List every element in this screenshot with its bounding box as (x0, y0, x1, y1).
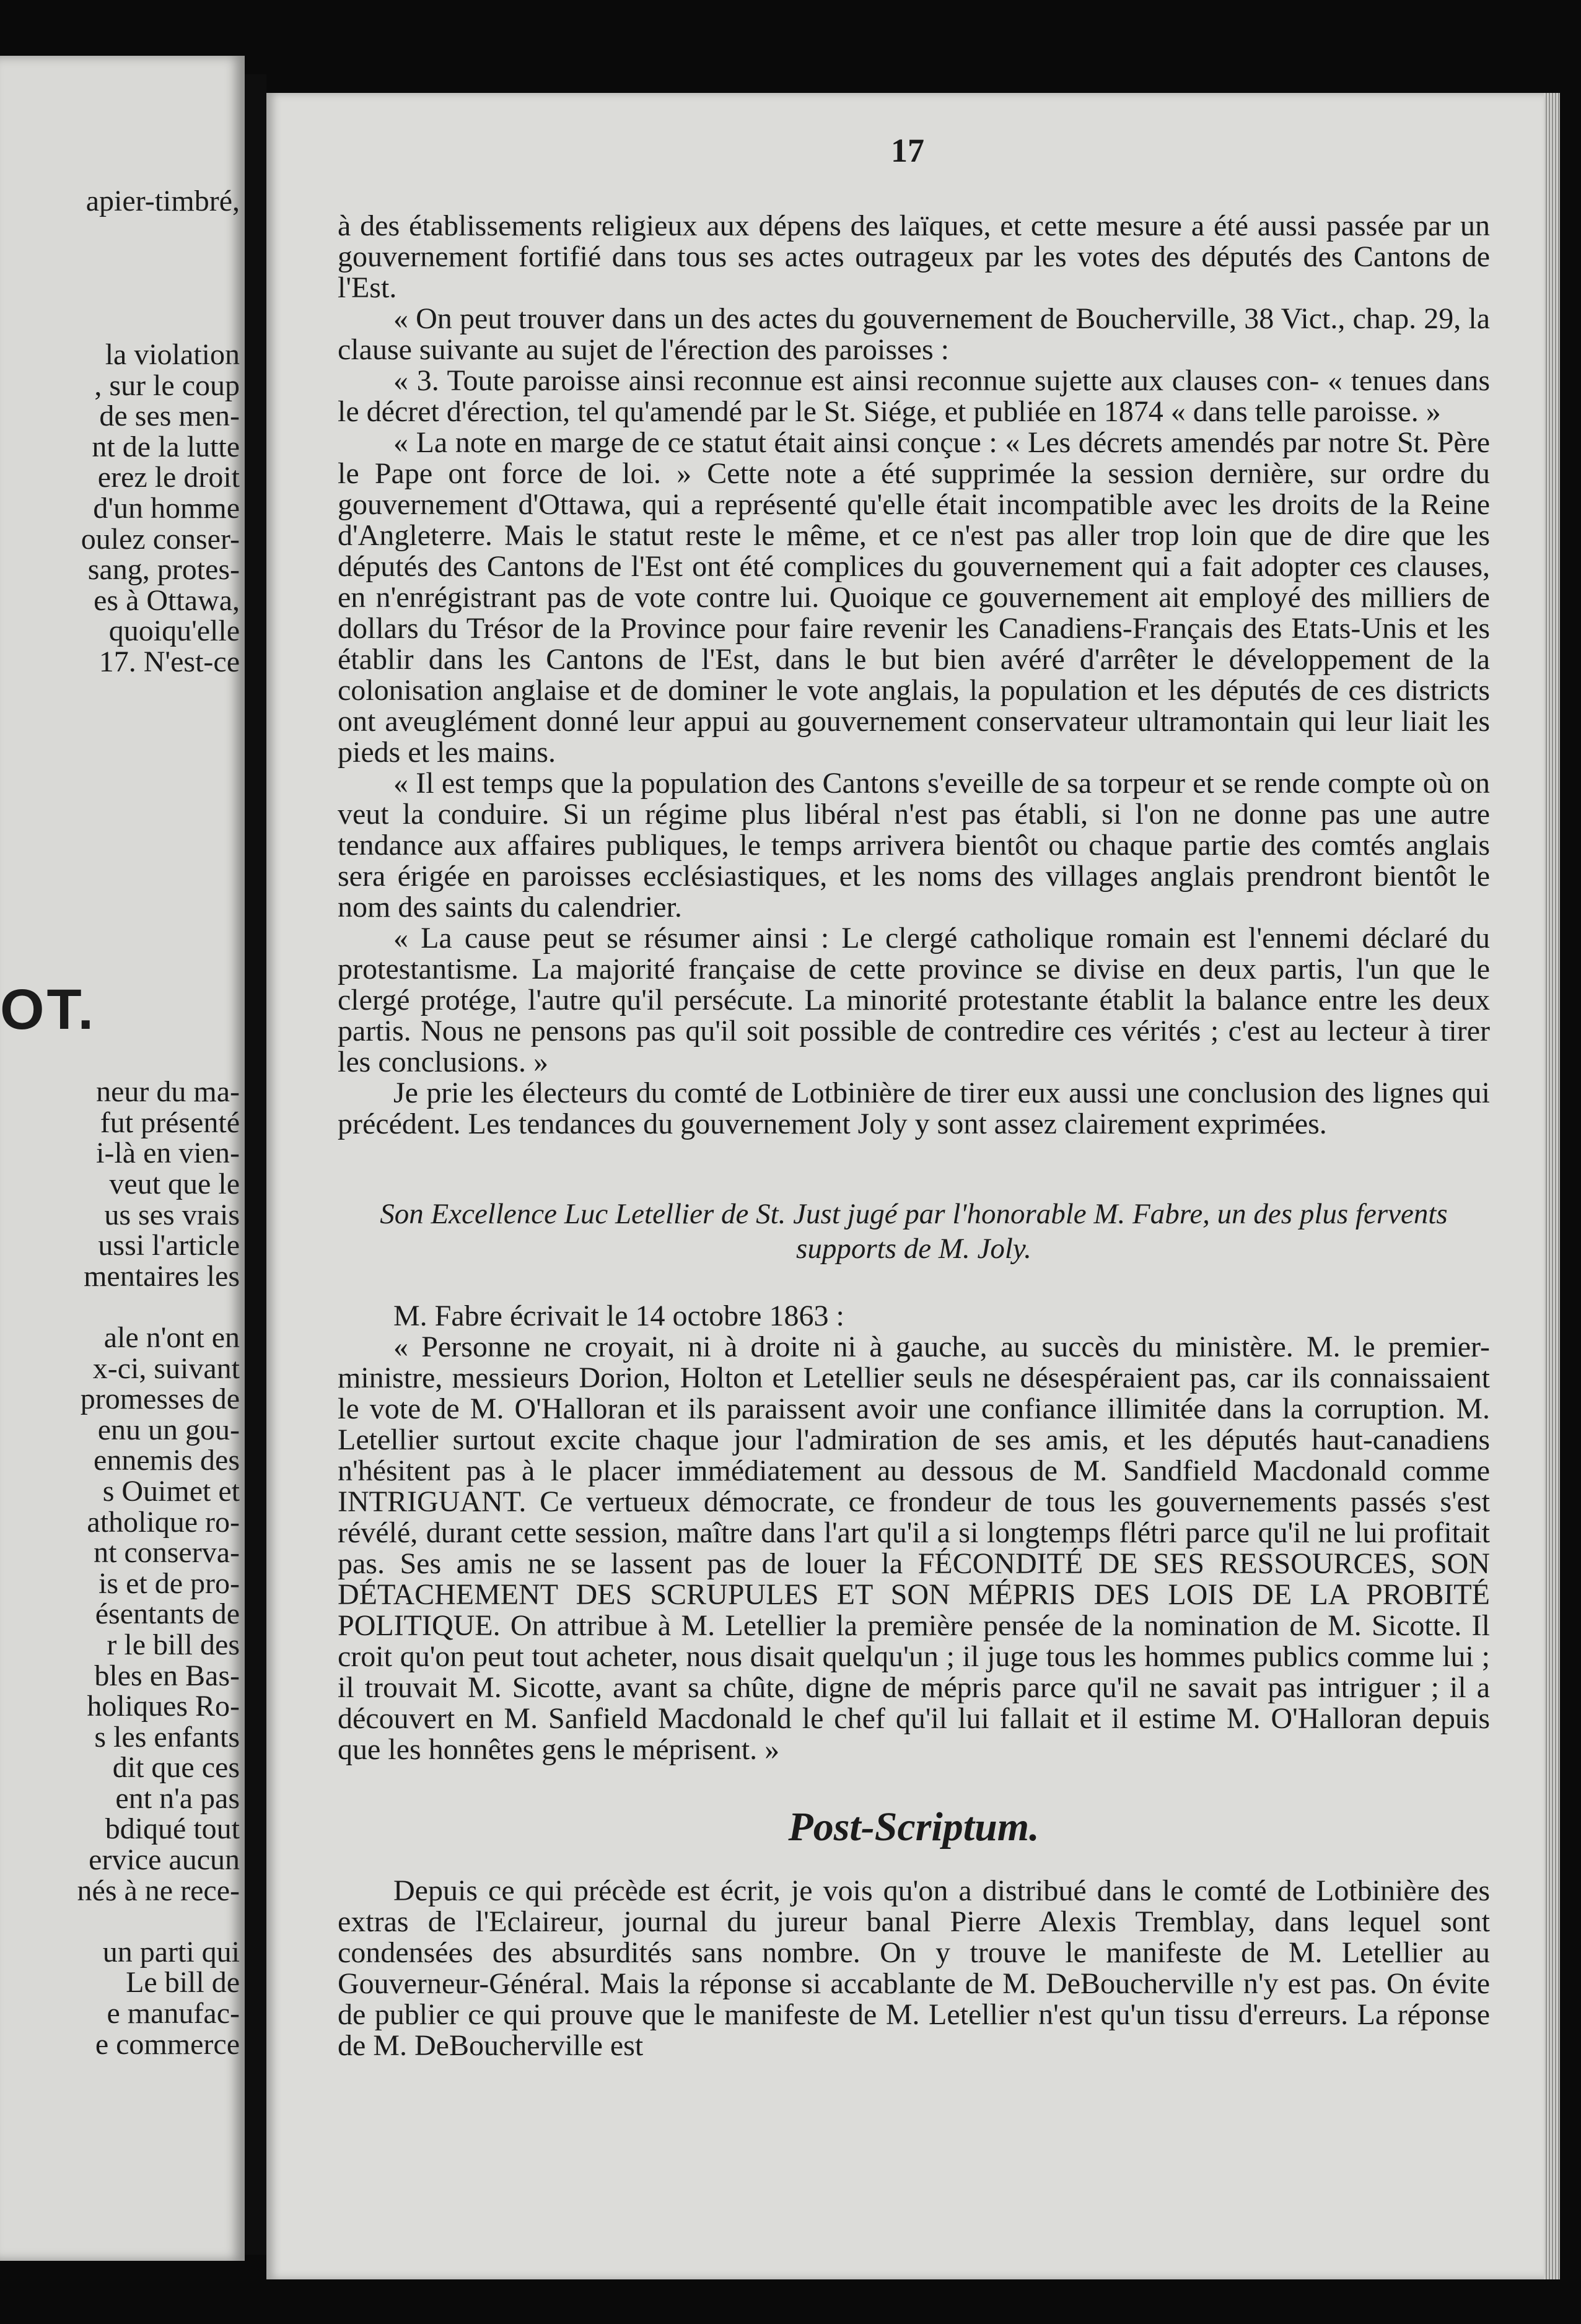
left-page-line: , sur le coup (94, 369, 240, 402)
left-page-line (0, 247, 245, 278)
left-page-heading-fragment: OT. (0, 978, 97, 1041)
left-page-line: e manufac- (107, 1997, 240, 2030)
left-page-line: nés à ne rece- (77, 1874, 240, 1907)
left-page-line: de ses men- (99, 400, 240, 433)
left-page-line: apier-timbré, (85, 185, 240, 217)
left-page-line: sang, protes- (87, 553, 240, 587)
left-page-line: nt conserva- (94, 1536, 240, 1570)
fabre-intro: M. Fabre écrivait le 14 octobre 1863 : (393, 1300, 844, 1332)
left-page-line: es à Ottawa, (94, 583, 240, 617)
left-page-line: promesses de (80, 1383, 240, 1416)
left-page-line: veut que le (109, 1168, 240, 1200)
paragraph-2: « On peut trouver dans un des actes du gouvernement de Boucherville, 38 Vict., chap. 29, la clause suivante au sujet de l'érection des paroisses : (338, 302, 1490, 366)
left-page-line (0, 1906, 245, 1937)
left-page-fragment (0, 56, 245, 2261)
post-scriptum-title: Post-Scriptum. (788, 1804, 1040, 1850)
left-page-line: quoiqu'elle (108, 614, 240, 648)
left-page-line: i-là en vien- (96, 1137, 240, 1170)
left-page-line: fut présenté (100, 1106, 240, 1139)
left-page-line (0, 678, 245, 709)
left-page-line: ale n'ont en (103, 1321, 240, 1354)
left-page-line (0, 278, 245, 309)
left-page-line: r le bill des (107, 1628, 240, 1661)
left-page-line: ésentants de (95, 1597, 240, 1631)
left-page-line: nt de la lutte (92, 430, 240, 463)
left-page-line (0, 800, 245, 831)
left-page-line (0, 862, 245, 893)
paragraph-4: « La note en marge de ce statut était ainsi conçue : « Les décrets amendés par notre St. Père le Pape ont force de loi. » Cette note a été supprimée la session dernière, sur ordre du gouvernement d'Ottawa, qui a représenté qu'elle était incompatible avec les droits de la Reine d'Angleterre. Mais le statut reste le même, et ce n'est pas aller trop loin que de dire que les députés des Cantons de l'Est ont été complices du gouvernement qui a fait adopter ces clauses, en n'enrégistrant pas de vote contre lui. Quoique ce gouvernement ait employé des milliers de dollars du Trésor de la Province pour faire revenir les Canadiens-Français des Etats-Unis et les établir dans les Cantons de l'Est, dans le but bien avéré d'arrêter le développement de la colonisation anglaise et de dominer le vote anglais, la population et les députés de ces districts ont aveuglément donné leur appui au gouvernement conservateur ultramontain qui leur liait les pieds et les mains. (338, 426, 1490, 769)
left-page-line (0, 923, 245, 954)
left-page-line: ervice aucun (89, 1843, 240, 1877)
page-edge (1544, 93, 1560, 2279)
left-page-line: mentaires les (84, 1259, 240, 1293)
left-page-line: e commerce (95, 2027, 240, 2061)
left-page-line (0, 893, 245, 924)
left-page-line: s Ouimet et (102, 1474, 240, 1508)
left-page-line: bdiqué tout (105, 1812, 240, 1846)
left-page-line: atholique ro- (87, 1505, 240, 1539)
paragraph-7: Je prie les électeurs du comté de Lotbinière de tirer eux aussi une conclusion des lignes qui précédent. Les tendances du gouvernement Joly y sont assez clairement exprimées. (338, 1077, 1490, 1140)
left-page-line: Le bill de (126, 1966, 240, 1999)
book-gutter (245, 74, 266, 2255)
left-page-line (0, 769, 245, 800)
left-page-line: ussi l'article (98, 1229, 240, 1262)
left-page-line (0, 708, 245, 739)
left-page-line: erez le droit (97, 461, 240, 494)
right-page (266, 93, 1544, 2279)
post-scriptum-paragraph: Depuis ce qui précède est écrit, je vois qu'on a distribué dans le comté de Lotbinière des extras de l'Eclaireur, journal du jureur banal Pierre Alexis Tremblay, dans lequel sont condensées des absurdités sans nombre. On y trouve le manifeste de M. Letellier au Gouverneur-Général. Mais la réponse si accablante de M. DeBoucherville n'y est pas. On évite de publier ce qui prouve que le manifeste de M. Letellier n'est qu'un tissu d'erreurs. La réponse de M. DeBoucherville est (338, 1874, 1490, 2062)
left-page-line: oulez conser- (81, 522, 240, 556)
left-page-line: d'un homme (93, 491, 240, 525)
left-page-line: s les enfants (94, 1720, 240, 1754)
left-page-line: dit que ces (112, 1751, 240, 1784)
page-number: 17 (891, 132, 924, 169)
paragraph-5: « Il est temps que la population des Cantons s'eveille de sa torpeur et se rende compte où on veut la conduire. Si un régime plus libéral n'est pas établi, si l'on ne donne pas une autre tendance aux affaires publiques, le temps arrivera bientôt ou chaque partie des comtés anglais sera érigée en paroisses ecclésiastiques, et les noms des villages anglais prendront bientôt le nom des saints du calendrier. (338, 767, 1490, 924)
left-page-line: enu un gou- (97, 1413, 240, 1446)
left-page-line (0, 831, 245, 862)
left-page-line (0, 217, 245, 248)
left-page-line: us ses vrais (104, 1198, 240, 1231)
left-page-line: ennemis des (94, 1444, 240, 1477)
paragraph-3: « 3. Toute paroisse ainsi reconnue est ainsi reconnue sujette aux clauses con- « tenues dans le décret d'érection, tel qu'amendé par le St. Siége, et publiée en 1874 « dans telle paroisse. » (338, 364, 1490, 428)
left-page-line: un parti qui (102, 1935, 240, 1968)
paragraph-6: « La cause peut se résumer ainsi : Le clergé catholique romain est l'ennemi déclaré du protestantisme. La majorité française de cette province se divise en deux partis, l'un que le clergé protége, l'autre qu'il persécute. La minorité protestante établit la balance entre les deux partis. Nous ne pensons pas qu'il soit possible de contredire ces vérités ; c'est au lecteur à tirer les conclusions. » (338, 922, 1490, 1078)
left-page-text (0, 186, 240, 2060)
left-page-line (0, 308, 245, 339)
left-page-line: x-ci, suivant (92, 1352, 240, 1385)
fabre-quote: « Personne ne croyait, ni à droite ni à gauche, au succès du ministère. M. le premier-ministre, messieurs Dorion, Holton et Letellier seuls ne désespéraient pas, car ils connaissaient le vote de M. O'Halloran et ils paraissent avoir une confiance illimitée dans la corruption. M. Letellier surtout excite chaque jour l'admiration de ses amis, et les députés haut-canadiens n'hésitent pas à le placer immédiatement au dessous de M. Sandfield Macdonald comme INTRIGUANT. Ce vertueux démocrate, ce frondeur de tous les gouvernements passés s'est révélé, durant cette session, maître dans l'art qu'il a si longtemps flétri parce qu'il ne lui profitait pas. Ses amis ne se lassent pas de louer la FÉCONDITÉ DE SES RESSOURCES, SON DÉTACHEMENT DES SCRUPULES ET SON MÉPRIS DES LOIS DE LA PROBITÉ POLITIQUE. On attribue à M. Letellier la première pensée de la nomination de M. Sicotte. Il croit qu'on peut tout acheter, nous disait quelqu'un ; il juge tous les hommes publics comme lui ; il trouvait M. Sicotte, avant sa chûte, digne de mépris parce qu'il ne savait pas intriguer ; il a découvert en M. Sanfield Macdonald le chef qu'il lui fallait et il estime M. O'Halloran depuis que les honnêtes gens le méprisent. » (338, 1330, 1490, 1766)
left-page-line: ent n'a pas (115, 1781, 240, 1815)
paragraph-1: à des établissements religieux aux dépens des laïques, et cette mesure a été aussi passée par un gouvernement fortifié dans tous ses actes outrageux par les votes des députés des Cantons de l'Est. (338, 209, 1490, 304)
left-page-line: holiques Ro- (87, 1690, 240, 1723)
section-title: Son Excellence Luc Letellier de St. Just jugé par l'honorable M. Fabre, un des plus fervents supports de M. Joly. (380, 1198, 1448, 1265)
left-page-line: bles en Bas- (94, 1659, 240, 1692)
left-page-line: la violation (105, 338, 240, 371)
page-body (338, 211, 1490, 2061)
left-page-line: 17. N'est-ce (99, 645, 240, 678)
left-page-line (0, 739, 245, 770)
left-page-line (0, 1291, 245, 1322)
left-page-line (0, 1046, 245, 1077)
left-page-line: is et de pro- (99, 1566, 240, 1600)
left-page-line: neur du ma- (96, 1075, 240, 1109)
